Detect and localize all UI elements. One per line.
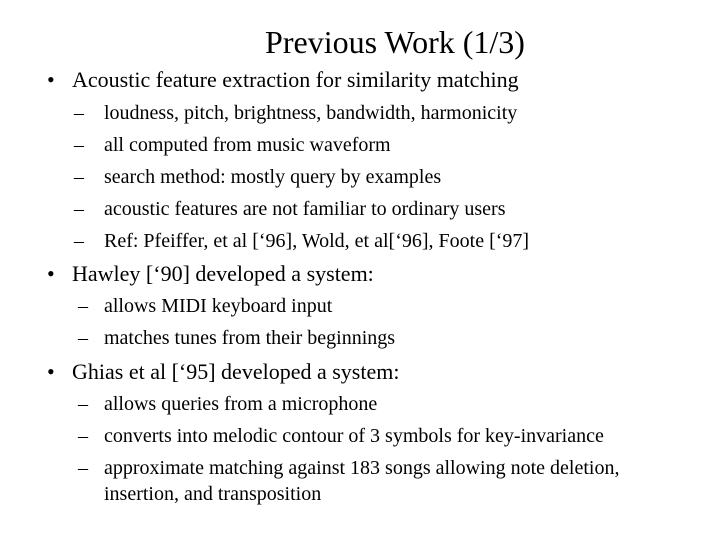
dash-icon: – xyxy=(74,166,84,188)
slide-title: Previous Work (1/3) xyxy=(265,24,525,60)
list-item: approximate matching against 183 songs allowing note deletion, xyxy=(104,457,620,479)
list-item-continuation: insertion, and transposition xyxy=(104,483,322,505)
dash-icon: – xyxy=(74,134,84,156)
list-item: allows MIDI keyboard input xyxy=(104,295,333,317)
dash-icon: – xyxy=(74,198,84,220)
section-heading: Acoustic feature extraction for similarity matching xyxy=(72,67,519,92)
list-item: matches tunes from their beginnings xyxy=(104,327,396,349)
list-item: search method: mostly query by examples xyxy=(104,166,442,188)
dash-icon: – xyxy=(78,327,88,349)
section-heading: Hawley [‘90] developed a system: xyxy=(72,261,374,286)
dash-icon: – xyxy=(74,102,84,124)
list-item: allows queries from a microphone xyxy=(104,393,378,415)
bullet-icon: • xyxy=(47,261,55,286)
list-item: Ref: Pfeiffer, et al [‘96], Wold, et al[‘96], Foote [‘97] xyxy=(104,230,530,252)
list-item: converts into melodic contour of 3 symbols for key-invariance xyxy=(104,425,604,447)
dash-icon: – xyxy=(74,230,84,252)
bullet-icon: • xyxy=(47,359,55,384)
bullet-icon: • xyxy=(47,67,55,92)
dash-icon: – xyxy=(78,393,88,415)
section-heading: Ghias et al [‘95] developed a system: xyxy=(72,359,400,384)
list-item: acoustic features are not familiar to ordinary users xyxy=(104,198,506,220)
dash-icon: – xyxy=(78,295,88,317)
list-item: all computed from music waveform xyxy=(104,134,391,156)
dash-icon: – xyxy=(78,457,88,479)
list-item: loudness, pitch, brightness, bandwidth, harmonicity xyxy=(104,102,518,124)
dash-icon: – xyxy=(78,425,88,447)
